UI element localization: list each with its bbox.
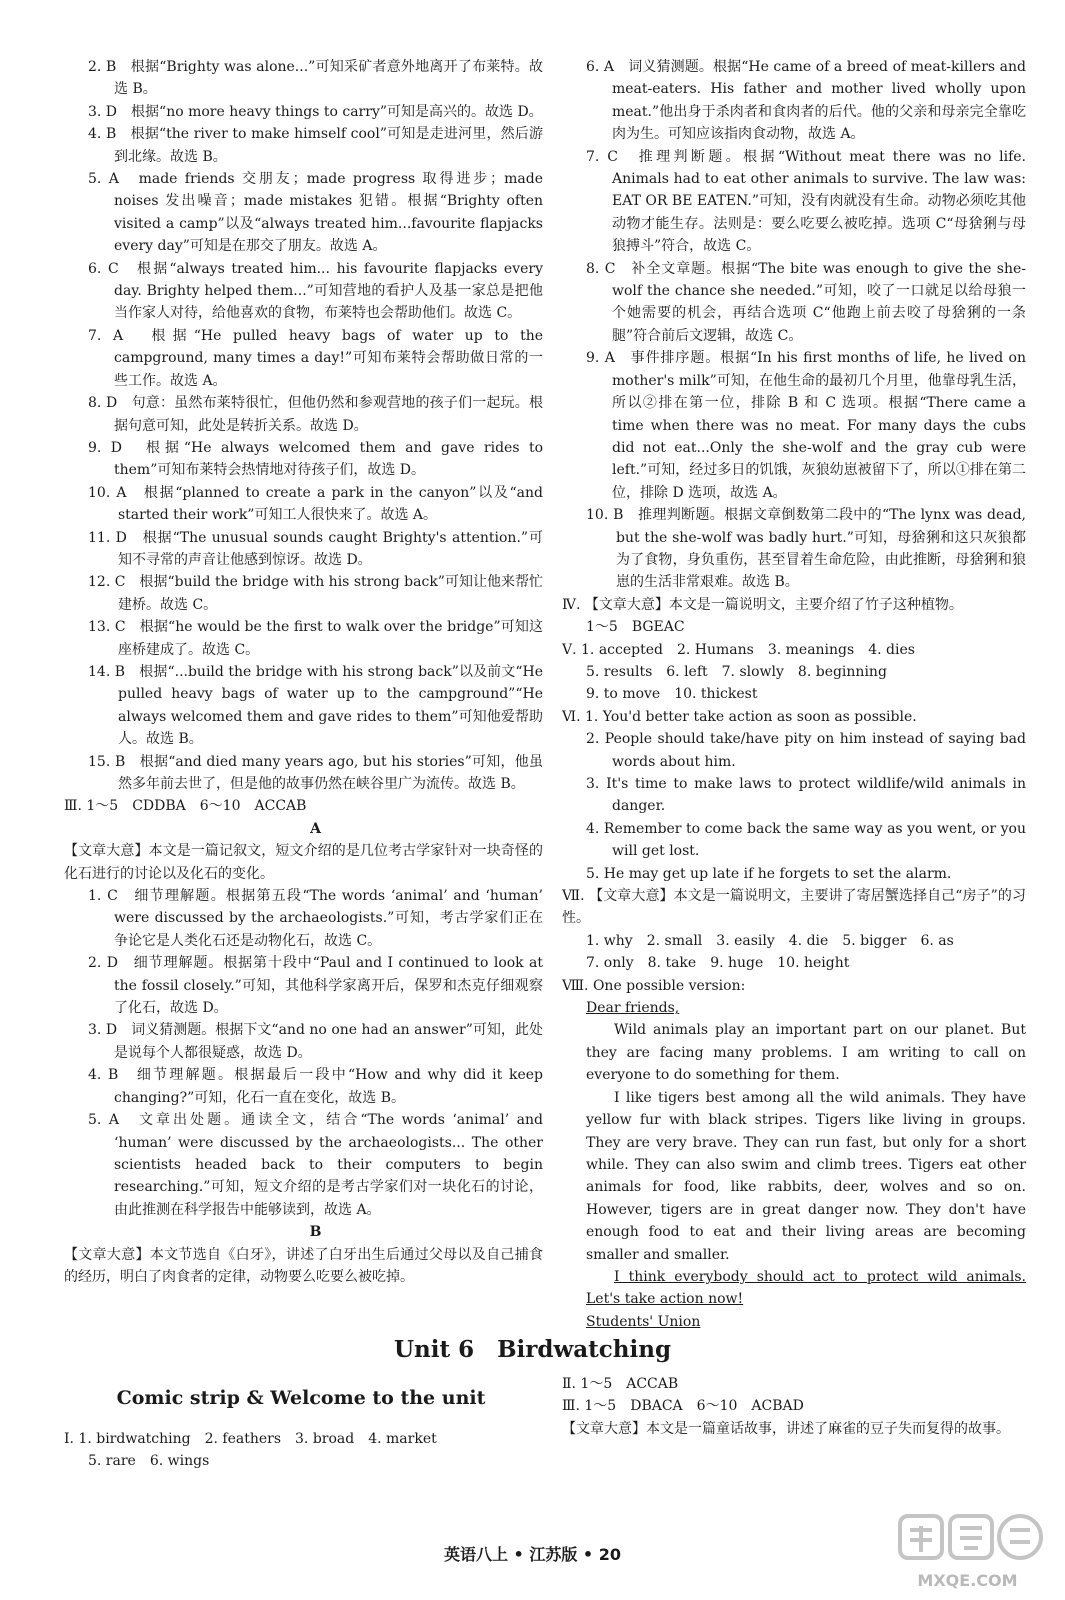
section-7-line: 7. only 8. take 9. huge 10. height: [586, 955, 850, 972]
section-4-summary: Ⅳ. 【文章大意】本文是一篇说明文，主要介绍了竹子这种植物。: [562, 596, 963, 613]
passage-a-label: A: [310, 820, 321, 837]
section-7-summary: Ⅶ. 【文章大意】本文是一篇说明文，主要讲了寄居蟹选择自己“房子”的习性。: [562, 888, 1026, 927]
section-6-item: 2. People should take/have pity on him instead of saying bad words about him.: [586, 731, 1026, 770]
watermark-text: MXQE.COM: [917, 1570, 1018, 1590]
answer-logo-icon: [880, 1512, 1055, 1570]
section-5-line: Ⅴ. 1. accepted 2. Humans 3. meanings 4. dies: [562, 641, 915, 658]
letter-paragraph: I think everybody should act to protect wild animals. Let's take action now!: [586, 1268, 1026, 1308]
watermark: [880, 1512, 1055, 1592]
answer-item: 7. A 根据“He pulled heavy bags of water up to the campground, many times a day!”可知布莱特会帮助做日常的一些工作。故选 A。: [88, 327, 543, 389]
page-footer: 英语八上 • 江苏版 • 20: [443, 1545, 621, 1564]
sample-letter: [586, 997, 1026, 1333]
answer-item: 6. A 词义猜测题。根据“He came of a breed of meat-killers and meat-eaters. His father and mother lived wholly upon meat.”他出身于杀肉者和食肉者的后代。他的父亲和母亲完全靠吃肉为生。可知应该指肉食动物，故选 A。: [586, 59, 1026, 143]
unit-section-1-line: 5. rare 6. wings: [88, 1453, 210, 1470]
answer-item: 15. B 根据“and died many years ago, but his stories”可知，他虽然多年前去世了，但是他的故事仍然在峡谷里广为流传。故选 B。: [88, 753, 543, 792]
answer-item: 5. A 文章出处题。通读全文，结合“The words ‘animal’ and ‘human’ were discussed by the archaeologists... The other scientists headed back to their computers to begin researching.”可知，短文介绍的是考古学家们对一块化石的讨论，由此推测在科学报告中能够读到，故选 A。: [88, 1112, 543, 1218]
passage-b-summary: 【文章大意】本文节选自《白牙》，讲述了白牙出生后通过父母以及自己捕食的经历，明白了肉食者的定律，动物要么吃要么被吃掉。: [64, 1246, 543, 1285]
answer-item: 11. D 根据“The unusual sounds caught Brighty's attention.”可知不寻常的声音让他感到惊讶。故选 D。: [88, 529, 543, 568]
answer-item: 4. B 根据“the river to make himself cool”可知是走进河里，然后游到北缘。故选 B。: [88, 126, 543, 165]
right-column: [562, 56, 1026, 1333]
section-3-header: Ⅲ. 1～5 CDDBA 6～10 ACCAB: [64, 798, 307, 815]
unit-right-block: [562, 1373, 1032, 1440]
section-6-item: 4. Remember to come back the same way as you went, or you will get lost.: [586, 820, 1026, 860]
answer-item: 13. C 根据“he would be the first to walk over the bridge”可知这座桥建成了。故选 C。: [88, 619, 543, 658]
section-4-answer: 1～5 BGEAC: [586, 619, 685, 636]
answer-item: 12. C 根据“build the bridge with his strong back”可知让他来帮忙建桥。故选 C。: [88, 574, 543, 613]
section-5-line: 9. to move 10. thickest: [586, 686, 758, 703]
section-5-line: 5. results 6. left 7. slowly 8. beginning: [586, 663, 887, 680]
answer-item: 3. D 根据“no more heavy things to carry”可知是高兴的。故选 D。: [88, 103, 543, 120]
left-column: [64, 56, 543, 1288]
unit-left-block: [64, 1428, 534, 1473]
answer-item: 5. A made friends 交朋友；made progress 取得进步；made noises 发出噪音；made mistakes 犯错。根据“Brighty often visited a camp”以及“always treated him...favourite flapjacks every day”可知是在那交了朋友。故选 A。: [88, 171, 543, 255]
passage-a-summary: 【文章大意】本文是一篇记叙文，短文介绍的是几位考古学家针对一块奇怪的化石进行的讨论以及化石的变化。: [64, 843, 543, 882]
answer-item: 9. A 事件排序题。根据“In his first months of life, he lived on mother's milk”可知，在他生命的最初几个月里，他靠母乳生活，所以②排在第一位，排除 B 和 C 选项。根据“There came a time when there was no meat. For many days the cubs did not eat...Only the she-wolf and the gray cub were left.”可知，经过多日的饥饿，灰狼幼崽被留下了，所以①排在第二位，排除 D 选项，故选 A。: [586, 350, 1026, 501]
answer-item: 8. D 句意：虽然布莱特很忙，但他仍然和参观营地的孩子们一起玩。根据句意可知，此处是转折关系。故选 D。: [88, 395, 543, 434]
passage-b-label: B: [309, 1224, 322, 1241]
letter-paragraph: I like tigers best among all the wild animals. They have yellow fur with black stripes. Tigers like living in groups. They are very brave. They can run fast, but only for a short while. They can also swim and climb trees. Tigers eat other animals for food, like rabbits, deer, wolves and so on. However, tigers are in great danger now. They don't have enough food to eat and their living areas are becoming smaller and smaller.: [586, 1089, 1026, 1263]
answer-item: 2. D 细节理解题。根据第十段中“Paul and I continued to look at the fossil closely.”可知，其他科学家离开后，保罗和杰克仔细观察了化石，故选 D。: [88, 955, 543, 1017]
letter-signature: Students' Union: [586, 1313, 701, 1330]
answer-item: 7. C 推理判断题。根据“Without meat there was no life. Animals had to eat other animals to survive. The law was: EAT OR BE EATEN.”可知，没有肉就没有生命。动物必须吃其他动物才能生存。法则是：要么吃要么被吃掉。选项 C“母猞猁与母狼搏斗”符合，故选 C。: [586, 148, 1026, 255]
section-8-header: Ⅷ. One possible version:: [562, 977, 746, 994]
answer-item: 6. C 根据“always treated him... his favourite flapjacks every day. Brighty helped them...”可知营地的看护人及基一家总是把他当作家人对待，给他喜欢的食物，布莱特也会帮助他们。故选 C。: [88, 260, 543, 322]
section-6-item: Ⅵ. 1. You'd better take action as soon as possible.: [562, 708, 917, 725]
section-subtitle: Comic strip & Welcome to the unit: [116, 1387, 486, 1409]
section-7-line: 1. why 2. small 3. easily 4. die 5. bigger 6. as: [586, 932, 954, 949]
unit-title: Unit 6 Birdwatching: [393, 1336, 672, 1363]
section-6-item: 3. It's time to make laws to protect wildlife/wild animals in danger.: [586, 776, 1026, 815]
answer-item: 4. B 细节理解题。根据最后一段中“How and why did it keep changing?”可知，化石一直在变化，故选 B。: [88, 1067, 543, 1106]
answer-item: 3. D 词义猜测题。根据下文“and no one had an answer”可知，此处是说每个人都很疑惑，故选 D。: [88, 1022, 543, 1061]
answer-item: 14. B 根据“...build the bridge with his strong back”以及前文“He pulled heavy bags of water up to the campground”“He always welcomed them and gave rides to them”可知他爱帮助人。故选 B。: [88, 663, 543, 748]
answer-item: 10. A 根据“planned to create a park in the canyon”以及“and started their work”可知工人很快来了。故选 A。: [88, 484, 543, 524]
answer-item: 2. B 根据“Brighty was alone...”可知采矿者意外地离开了布莱特。故选 B。: [88, 59, 543, 98]
section-6-item: 5. He may get up late if he forgets to set the alarm.: [586, 865, 952, 882]
answer-item: 10. B 推理判断题。根据文章倒数第二段中的“The lynx was dead, but the she-wolf was badly hurt.”可知，母猞猁和这只灰狼都为了食物，身负重伤，甚至冒着生命危险，由此推断，母猞猁和狼崽的生活非常艰难。故选 B。: [586, 507, 1026, 591]
unit-section-3-summary: 【文章大意】本文是一篇童话故事，讲述了麻雀的豆子失而复得的故事。: [562, 1420, 1010, 1437]
answer-item: 1. C 细节理解题。根据第五段“The words ‘animal’ and ‘human’ were discussed by the archaeologists.”可知，考古学家们正在争论它是人类化石还是动物化石，故选 C。: [88, 888, 543, 949]
unit-section-2: Ⅱ. 1～5 ACCAB: [562, 1376, 679, 1392]
answer-item: 8. C 补全文章题。根据“The bite was enough to give the she-wolf the chance she needed.”可知，咬了一口就足以给母狼一个她需要的机会，再结合选项 C“他跑上前去咬了母猞猁的一条腿”符合前后文逻辑，故选 C。: [586, 260, 1026, 344]
unit-section-3: Ⅲ. 1～5 DBACA 6～10 ACBAD: [562, 1398, 804, 1415]
unit-section-1-line: Ⅰ. 1. birdwatching 2. feathers 3. broad 4. market: [64, 1431, 437, 1447]
letter-paragraph: Wild animals play an important part on our planet. But they are facing many problems. I am writing to call on everyone to do something for them.: [586, 1022, 1026, 1084]
letter-greeting: Dear friends,: [586, 1000, 680, 1017]
answer-item: 9. D 根据“He always welcomed them and gave rides to them”可知布莱特会热情地对待孩子们，故选 D。: [88, 439, 543, 479]
